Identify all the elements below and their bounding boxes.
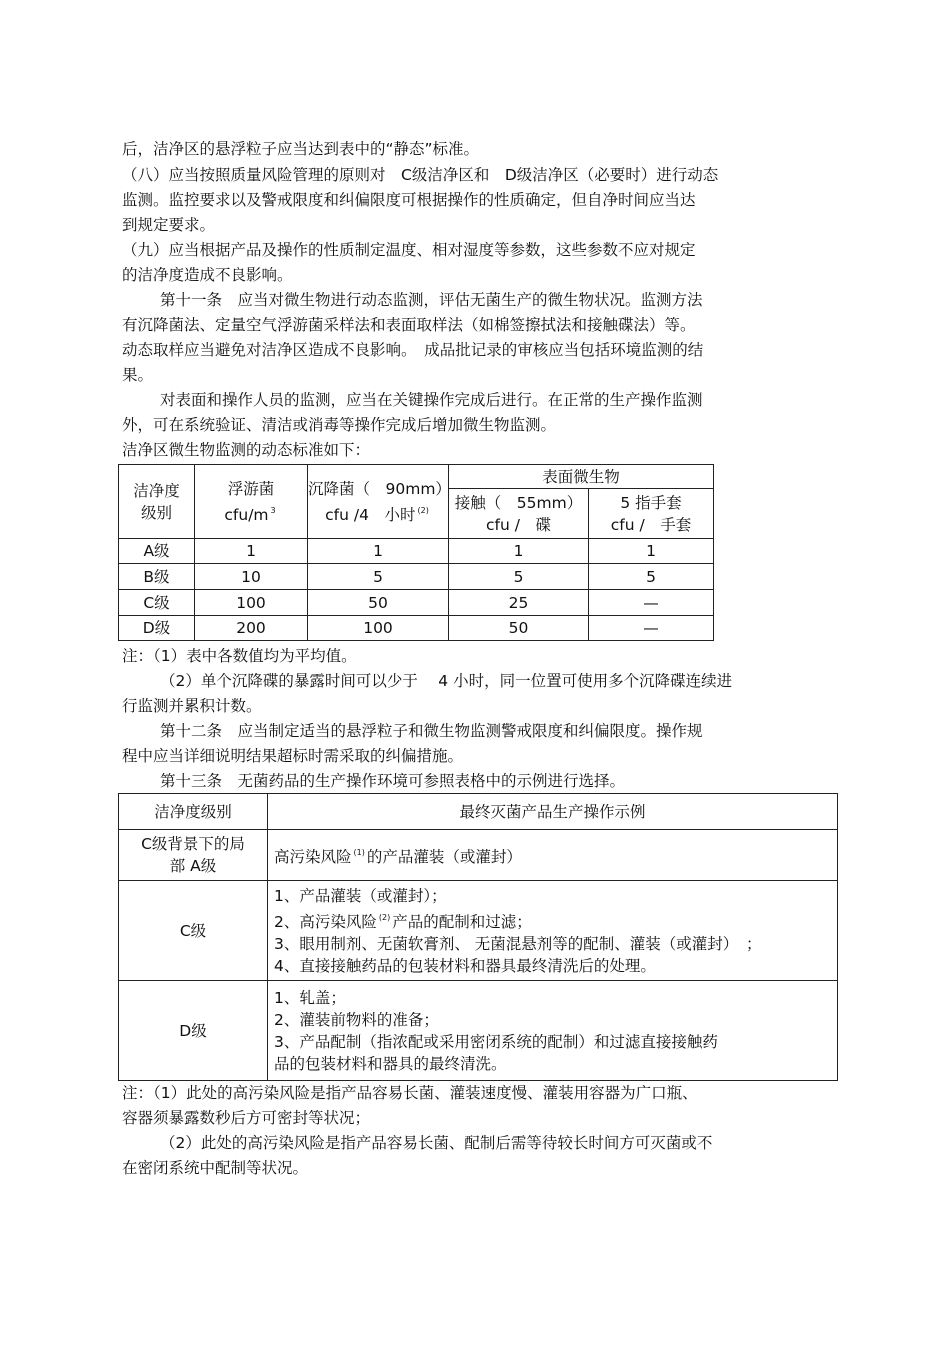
note-line: 行监测并累积计数。 [122,697,262,715]
text-line: （九）应当根据产品及操作的性质制定温度、相对湿度等参数，这些参数不应对规定 [122,241,696,259]
table-cell: 25 [449,590,589,616]
header-cell: 沉降菌（ 90mm） cfu /4 小时 $^{(2)}$ [308,465,449,539]
table-cell: 5 [449,564,589,590]
table-cell: A级 [119,539,195,564]
text-line: 第十一条 应当对微生物进行动态监测，评估无菌生产的微生物状况。监测方法 [160,291,703,309]
example-cell: 1、产品灌装（或灌封）； 2、高污染风险 $^{(2)}$ 产品的配制和过滤； 3、眼用制剂、无菌软膏剂、 无菌混悬剂等的配制、灌装（或灌封） ； 4、直接接触药品的包装材料和器具最终清洗后的处理。 [268,881,838,981]
example-cell: 高污染风险 $^{(1)}$ 的产品灌装（或灌封） [268,830,838,881]
table-cell: 100 [195,590,308,616]
table-cell: 10 [195,564,308,590]
text-line: （八）应当按照质量风险管理的原则对 C级洁净区和 D级洁净区（必要时）进行动态 [122,166,719,184]
grade-cell: D级 [119,981,268,1081]
table-cell: — [589,590,714,616]
table-row [119,564,714,590]
table-cell: 1 [449,539,589,564]
table-cell: 50 [308,590,449,616]
text-line: 洁净区微生物监测的动态标准如下： [122,441,371,459]
note-line: 容器须暴露数秒后方可密封等状况； [122,1109,371,1127]
table-cell: 1 [308,539,449,564]
table-row [119,616,714,641]
table-row [119,539,714,564]
table-cell: C级 [119,590,195,616]
note-line: 在密闭系统中配制等状况。 [122,1159,309,1177]
text-line: 监测。监控要求以及警戒限度和纠偏限度可根据操作的性质确定，但自净时间应当达 [122,191,696,209]
header-cell: 接触（ 55mm） cfu / 碟 [449,489,589,539]
text-line: 第十三条 无菌药品的生产操作环境可参照表格中的示例进行选择。 [160,772,626,790]
text-line: 动态取样应当避免对洁净区造成不良影响。 成品批记录的审核应当包括环境监测的结 [122,341,704,359]
text-line: 第十二条 应当制定适当的悬浮粒子和微生物监测警戒限度和纠偏限度。操作规 [160,722,703,740]
text-line: 对表面和操作人员的监测，应当在关键操作完成后进行。在正常的生产操作监测 [160,391,703,409]
operation-example-table [118,793,838,1081]
table-cell: 5 [308,564,449,590]
microbe-monitoring-table [118,464,714,641]
header-cell: 表面微生物 [449,465,714,489]
note-line: 注：（1）表中各数值均为平均值。 [122,647,357,665]
table-cell: 200 [195,616,308,641]
note-line: 注：（1）此处的高污染风险是指产品容易长菌、灌装速度慢、灌装用容器为广口瓶、 [122,1084,698,1102]
grade-cell: C级 [119,881,268,981]
header-cell: 洁净度 级别 [119,465,195,539]
grade-cell: C级背景下的局 部 A级 [119,830,268,881]
table-cell: 50 [449,616,589,641]
text-line: 果。 [122,366,154,384]
header-cell: 5 指手套 cfu / 手套 [589,489,714,539]
example-cell: 1、轧盖； 2、灌装前物料的准备； 3、产品配制（指浓配或采用密闭系统的配制）和过滤直接接触药 品的包装材料和器具的最终清洗。 [268,981,838,1081]
table-row [119,590,714,616]
table-cell: 100 [308,616,449,641]
text-line: 有沉降菌法、定量空气浮游菌采样法和表面取样法（如棉签擦拭法和接触碟法）等。 [122,316,696,334]
text-line: 后，洁净区的悬浮粒子应当达到表中的“静态”标准。 [122,140,480,158]
header-cell: 最终灭菌产品生产操作示例 [268,794,838,830]
note-line: （2）此处的高污染风险是指产品容易长菌、配制后需等待较长时间方可灭菌或不 [160,1134,713,1152]
table-cell: — [589,616,714,641]
table-cell: D级 [119,616,195,641]
text-line: 的洁净度造成不良影响。 [122,266,293,284]
header-cell: 浮游菌 cfu/m $^3$ [195,465,308,539]
table-cell: 1 [195,539,308,564]
text-line: 到规定要求。 [122,216,216,234]
table-cell: 1 [589,539,714,564]
header-cell: 洁净度级别 [119,794,268,830]
text-line: 外，可在系统验证、清洁或消毒等操作完成后增加微生物监测。 [122,416,557,434]
text-line: 程中应当详细说明结果超标时需采取的纠偏措施。 [122,747,464,765]
table-cell: B级 [119,564,195,590]
table-row [119,981,838,1081]
table-row [119,830,838,881]
table-row [119,881,838,981]
note-line: （2）单个沉降碟的暴露时间可以少于 4 小时，同一位置可使用多个沉降碟连续进 [160,672,733,690]
table-cell: 5 [589,564,714,590]
